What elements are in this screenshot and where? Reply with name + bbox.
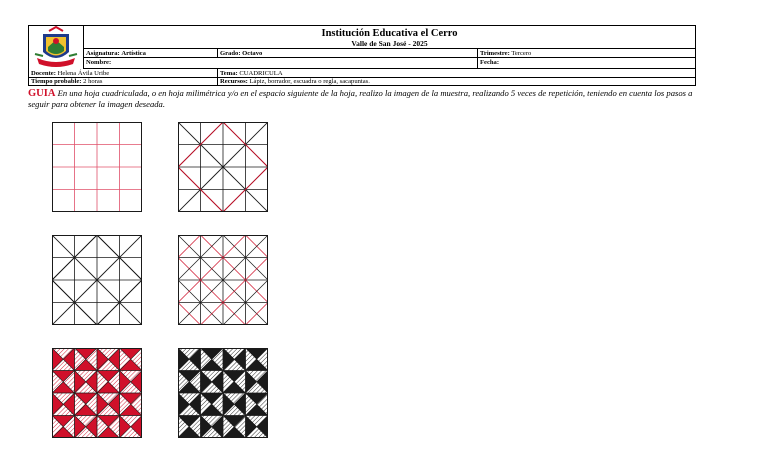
time-value: 2 horas (83, 78, 103, 85)
resources-value: Lápiz, borrador, escuadra o regla, sacapuntas. (249, 78, 370, 85)
guide-instructions (28, 88, 700, 110)
location-year: Valle de San José - 2025 (351, 39, 428, 48)
time-label: Tiempo probable: (31, 78, 82, 85)
row-subject (84, 49, 695, 58)
teacher-cell (29, 69, 217, 77)
teacher-value: Helena Ávila Uribe (57, 70, 110, 77)
term-label: Trimestre: (480, 50, 510, 57)
subject-value: Artística (121, 50, 146, 57)
date-label: Fecha: (480, 59, 500, 66)
teacher-label: Docente: (31, 70, 56, 77)
header-table (28, 25, 696, 86)
step-5-colored-red (52, 348, 142, 438)
subject-cell (84, 49, 217, 57)
term-value: Tercero (511, 50, 532, 57)
date-cell (477, 58, 695, 68)
row-name (84, 58, 695, 69)
grade-value: Octavo (242, 50, 263, 57)
name-cell (84, 58, 477, 68)
school-crest-logo (29, 26, 84, 69)
guide-text: En una hoja cuadriculada, o en hoja milimétrica y/o en el espacio siguiente de la hoja, realizo la imagen de la muestra, realizando 5 veces de repetición, teniendo en cuenta los pasos a seguir para obtener la imagen deseada. (28, 88, 693, 109)
topic-label: Tema: (220, 70, 238, 77)
subject-label: Asignatura: (86, 50, 120, 57)
term-cell (477, 49, 695, 57)
guide-label: GUIA (28, 88, 56, 99)
time-cell (29, 77, 217, 86)
step-2-diagonals (178, 122, 268, 212)
institution-title-block (84, 26, 695, 49)
resources-label: Recursos: (220, 78, 248, 85)
grade-label: Grado: (220, 50, 241, 57)
grade-cell (217, 49, 477, 57)
step-1-grid (52, 122, 142, 212)
row-time (29, 77, 695, 86)
institution-name: Institución Educativa el Cerro (321, 28, 458, 39)
name-label: Nombre: (86, 59, 112, 66)
step-4-triangles (178, 235, 268, 325)
topic-cell (217, 69, 695, 77)
step-6-colored-black (178, 348, 268, 438)
topic-value: CUADRICULA (239, 70, 283, 77)
resources-cell (217, 77, 695, 86)
step-3-diagonals-complete (52, 235, 142, 325)
